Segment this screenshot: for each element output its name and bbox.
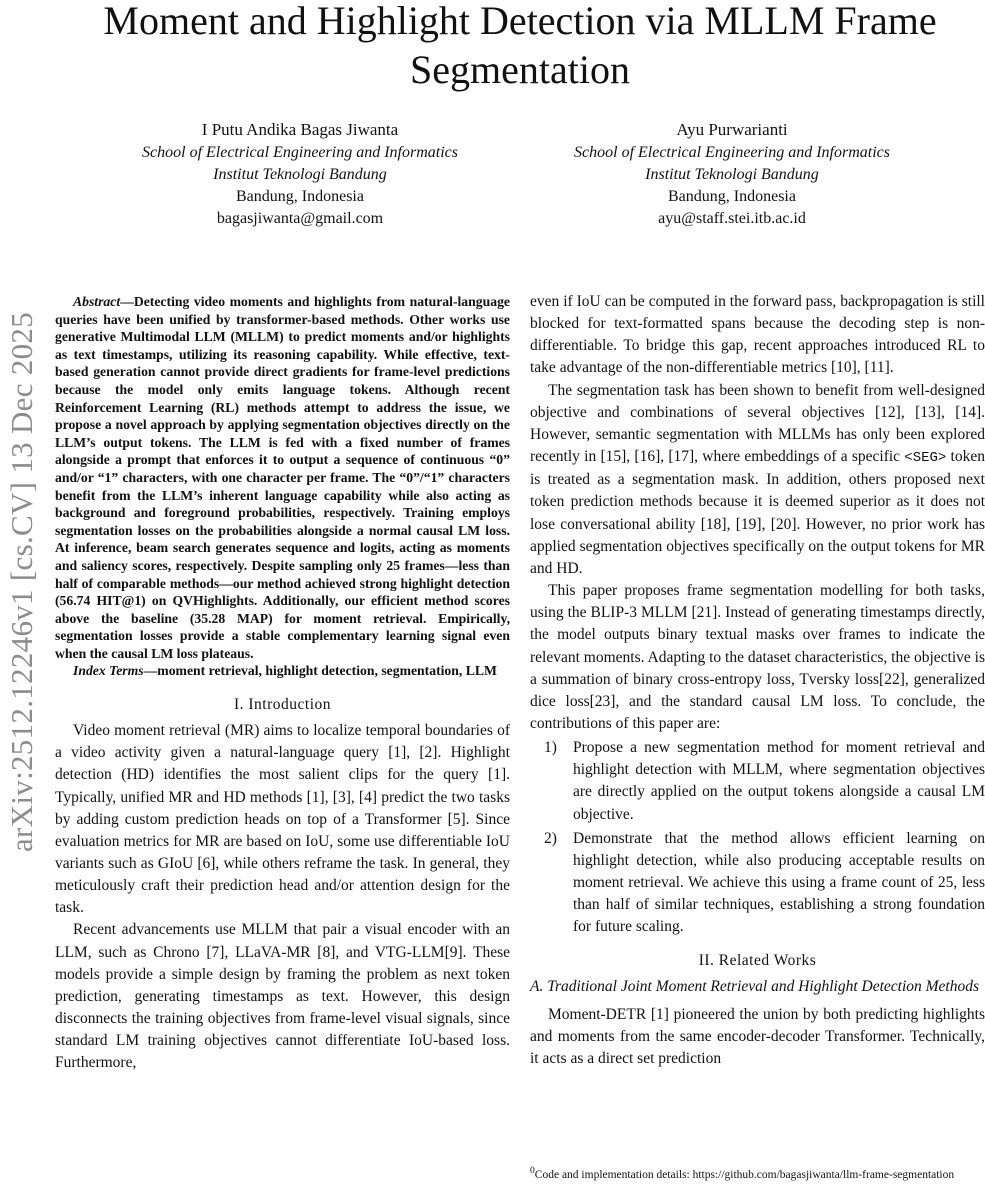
abstract-label: Abstract [73,294,121,309]
intro-paragraph-4-pre: The segmentation task has been shown to benefit from well-designed objective and combinations of several objectives [12], [13], [14]. However, semantic segmentation with MLLMs has only been explored recently in [15], [16], [17], where embeddings of a specific [530,381,985,466]
section-heading-introduction: I. Introduction [233,696,332,714]
intro-paragraph-5: This paper proposes frame segmentation modelling for both tasks, using the BLIP-3 MLLM [21]. Instead of generating timestamps directly, the model outputs binary textual masks over frames to indicate the relevant moments. Adapting to the dataset characteristics, the objective is a summation of binary cross-entropy loss, Tversky loss[22], generalized dice loss[23], and the standard causal LM loss. To conclude, the contributions of this paper are: [530,582,985,732]
author-department: School of Electrical Engineering and Informatics [574,144,890,161]
author-email[interactable]: bagasjiwanta@gmail.com [216,210,384,227]
author-block-2 [532,119,932,230]
intro-paragraph-1: Video moment retrieval (MR) aims to localize temporal boundaries of a video activity given a natural-language query [1], [2]. Highlight detection (HD) identifies the most salient clips for the query [1]. Typically, unified MR and HD methods [1], [3], [4] predict the two tasks by adding custom prediction heads on top of a Transformer [5]. Since evaluation metrics for MR are based on IoU, some use differentiable IoU variants such as GIoU [6], while others reframe the task. In general, they meticulously craft their prediction head and/or attention design for the task. [55,722,510,917]
contributions-list [530,737,985,938]
list-item-text: Demonstrate that the method allows efficient learning on highlight detection, while also producing acceptable results on moment retrieval. We achieve this using a frame count of 25, less than half of similar techniques, establishing a strong foundation for future scaling. [573,829,985,936]
index-terms-text: —moment retrieval, highlight detection, segmentation, LLM [143,663,497,679]
list-item-text: Propose a new segmentation method for moment retrieval and highlight detection with MLLM, where segmentation objectives are directly applied on the output tokens alongside a causal LM objective. [573,739,985,823]
author-institution: Institut Teknologi Bandung [213,166,387,183]
author-name: Ayu Purwarianti [676,120,788,139]
footnote-text[interactable]: Code and implementation details: https://github.com/bagasjiwanta/llm-frame-segmentation [534,1168,955,1181]
left-column [55,293,510,1075]
index-terms-label: Index Terms [73,663,144,679]
abstract [55,293,510,662]
right-column [530,291,985,1070]
list-item [530,737,985,826]
author-institution: Institut Teknologi Bandung [645,166,819,183]
subsection-heading-a: A. Traditional Joint Moment Retrieval and Highlight Detection Methods [530,977,980,995]
author-name: I Putu Andika Bagas Jiwanta [201,120,399,139]
author-block-1 [100,119,500,230]
intro-paragraph-2: Recent advancements use MLLM that pair a visual encoder with an LLM, such as Chrono [7], LLaVA-MR [8], and VTG-LLM[9]. These models provide a simple design by framing the problem as next token prediction, generating timestamps as text. However, this design disconnects the training objectives from frame-level visual signals, since standard LM training objectives cannot differentiate IoU-based loss. Furthermore, [55,921,510,1072]
author-department: School of Electrical Engineering and Informatics [142,144,458,161]
intro-paragraph-3: even if IoU can be computed in the forward pass, backpropagation is still blocked for text-formatted spans because the decoding step is non-differentiable. To bridge this gap, recent approaches introduced RL to take advantage of the non-differentiable metrics [10], [11]. [530,293,985,377]
list-item-number: 2) [544,829,557,847]
intro-paragraph-4 [530,380,985,580]
index-terms [55,662,510,680]
abstract-text: —Detecting video moments and highlights from natural-language queries have been unified by transformer-based methods. Other works use generative Multimodal LLM (MLLM) to predict moments and/or highlights as text timestamps, utilizing its reasoning capability. While effective, text-based generation cannot provide direct gradients for frame-level predictions because the model only emits language tokens. Although recent Reinforcement Learning (RL) methods attempt to address the issue, we propose a novel approach by applying segmentation objectives directly on the LLM’s output tokens. The LLM is fed with a fixed number of frames alongside a prompt that enforces it to output a sequence of continuous “0” and/or “1” characters, with one character per frame. The “0”/“1” characters benefit from the LLM’s inherent language capability while also acting as background and foreground probabilities, respectively. Training employs segmentation losses on the probabilities alongside a normal causal LM loss. At inference, beam search generates sequence and logits, acting as moments and saliency scores, respectively. Despite sampling only 25 frames—less than half of comparable methods—our method achieved strong highlight detection (56.74 HIT@1) on QVHighlights. Additionally, our efficient method scores above the baseline (35.28 MAP) for moment retrieval. Empirically, segmentation losses provide a stable complementary learning signal even when the causal LM loss plateaus. [55,294,510,661]
related-paragraph-1: Moment-DETR [1] pioneered the union by both predicting highlights and moments from the same encoder-decoder Transformer. Technically, it acts as a direct set prediction [530,1005,985,1067]
author-email[interactable]: ayu@staff.stei.itb.ac.id [658,210,806,227]
list-item [530,828,985,939]
footnote-mark: 0 [530,1165,535,1176]
seg-token: <SEG> [904,450,947,467]
section-heading-related-works: II. Related Works [698,951,817,969]
list-item-number: 1) [544,739,557,757]
author-location: Bandung, Indonesia [668,188,796,205]
intro-paragraph-4-post: token is treated as a segmentation mask. In addition, others proposed next token prediction methods because it is deemed superior as it does not lose conversational ability [18], [19], [20]. However, no prior work has applied segmentation objectives specifically on the output tokens for MR and HD. [530,448,985,577]
paper-title: Moment and Highlight Detection via MLLM Frame Segmentation [103,0,937,92]
footnote [530,1163,985,1183]
author-location: Bandung, Indonesia [236,188,364,205]
arxiv-identifier: arXiv:2512.12246v1 [cs.CV] 13 Dec 2025 [4,311,39,852]
